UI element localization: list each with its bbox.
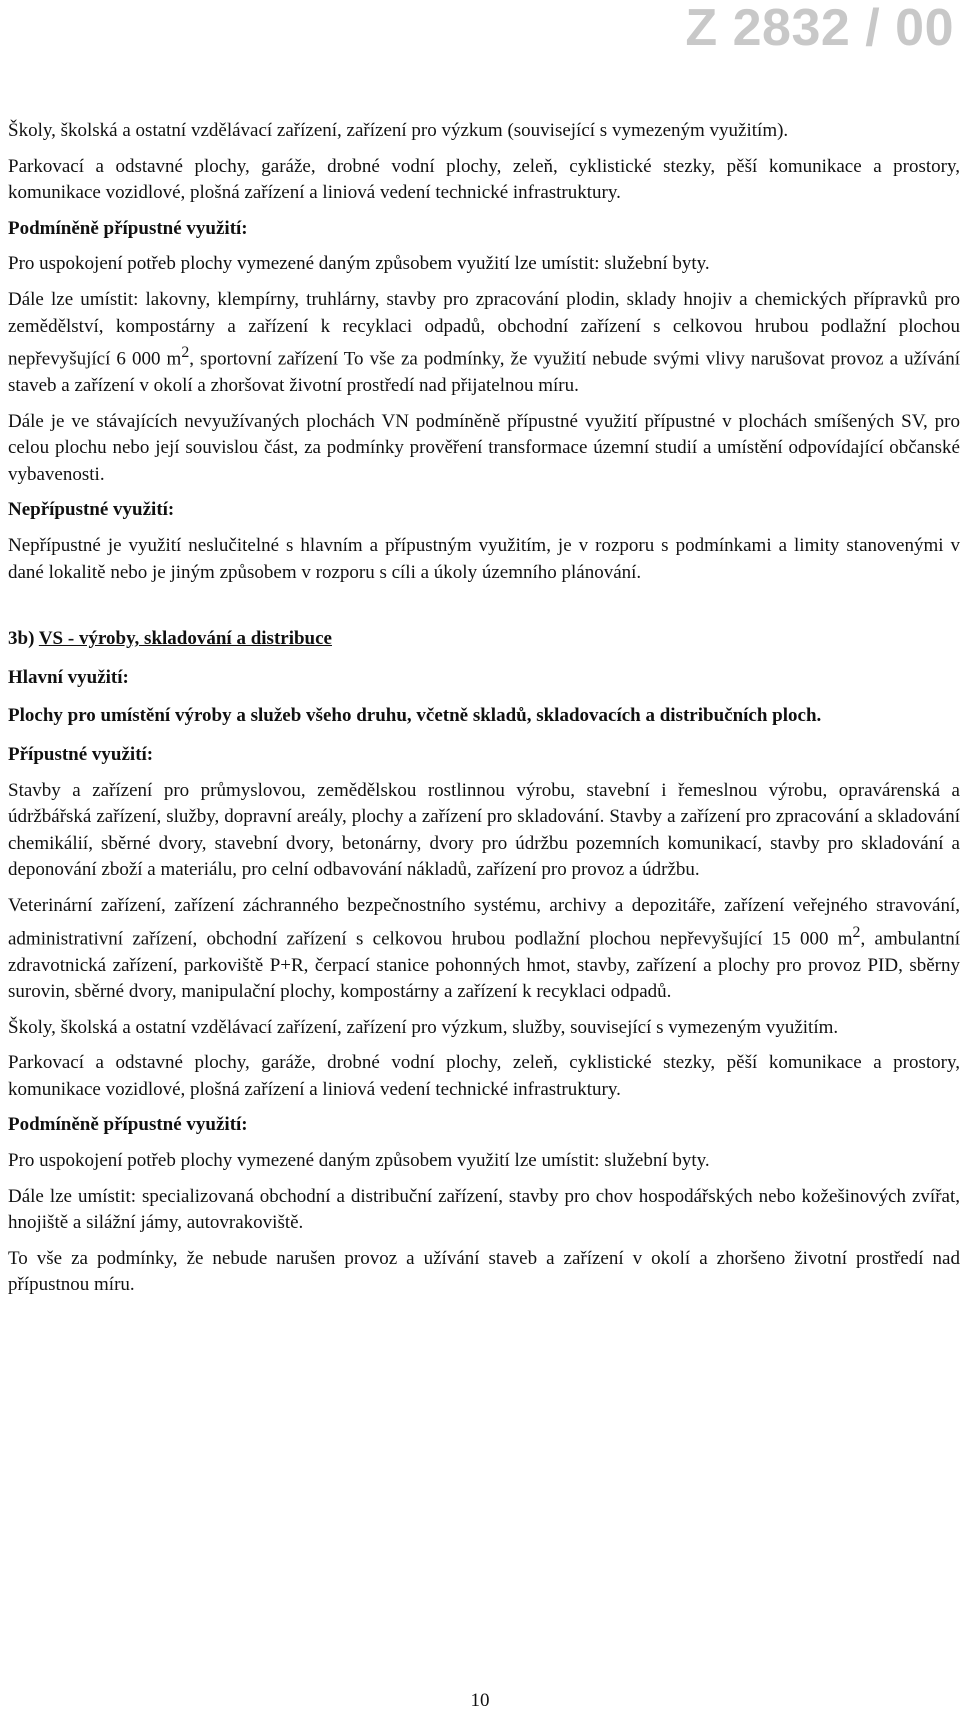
conditional-use-heading: Podmíněně přípustné využití: <box>8 217 248 239</box>
paragraph <box>8 287 960 400</box>
document-id: Z 2832 / 00 <box>685 0 954 57</box>
paragraph: Stavby a zařízení pro průmyslovou, zemědělskou rostlinnou výrobu, stavební i řemeslnou výrobu, opravárenská a údržbářská zařízení, služby, dopravní areály, plochy a zařízení pro skladování. Stavby a zařízení pro zpracování a skladování chemikálií, sběrné dvory, stavební dvory, betonárny, dvory pro údržbu pozemních komunikací, stavby pro skladování a deponování zboží a materiálu, pro celní odbavování nákladů, zařízení pro provoz a údržbu. <box>8 779 960 881</box>
paragraph: Dále je ve stávajících nevyužívaných plochách VN podmíněně přípustné využití přípustné v plochách smíšených SV, pro celou plochu nebo její souvislou část, za podmínky prověření transformace územní studií a umístění odpovídající občanské vybavenosti. <box>8 410 960 485</box>
text-run: , ambulantní zdravotnická zařízení, parkoviště P+R, čerpací stanice pohonných hmot, stavby, zařízení a plochy pro provoz PID, sběrny surovin, sběrné dvory, manipulační plochy, kompostárny a zařízení k recyklaci odpadů. <box>8 927 960 1003</box>
paragraph: Parkovací a odstavné plochy, garáže, drobné vodní plochy, zeleň, cyklistické stezky, pěší komunikace a prostory, komunikace vozidlové, plošná zařízení a liniová vedení technické infrastruktury. <box>8 155 960 204</box>
main-use-heading: Hlavní využití: <box>8 666 129 688</box>
paragraph: Školy, školská a ostatní vzdělávací zařízení, zařízení pro výzkum (související s vymezeným využitím). <box>8 120 789 141</box>
paragraph: Parkovací a odstavné plochy, garáže, drobné vodní plochy, zeleň, cyklistické stezky, pěší komunikace a prostory, komunikace vozidlové, plošná zařízení a liniová vedení technické infrastruktury. <box>8 1052 960 1100</box>
section-title <box>8 626 960 653</box>
section-name: VS - výroby, skladování a distribuce <box>38 628 332 650</box>
paragraph: To vše za podmínky, že nebude narušen provoz a užívání staveb a zařízení v okolí a zhoršeno životní prostředí nad přípustnou míru. <box>8 1247 960 1296</box>
prohibited-use-heading: Nepřípustné využití: <box>8 499 175 521</box>
page-number: 10 <box>470 1690 490 1711</box>
text-run: , sportovní zařízení To vše za podmínky, že využití nebude svými vlivy narušovat provoz a užívání staveb a zařízení v okolí a zhoršovat životní prostředí nad přijatelnou míru. <box>8 348 960 397</box>
superscript: 2 <box>852 923 861 941</box>
superscript: 2 <box>181 344 190 362</box>
paragraph: Dále lze umístit: specializovaná obchodní a distribuční zařízení, stavby pro chov hospodářských nebo kožešinových zvířat, hnojiště a silážní jámy, autovrakoviště. <box>8 1185 960 1234</box>
permitted-use-heading: Přípustné využití: <box>8 744 154 766</box>
paragraph: Pro uspokojení potřeb plochy vymezené daným způsobem využití lze umístit: služební byty. <box>8 1150 710 1172</box>
conditional-use-heading: Podmíněně přípustné využití: <box>8 1114 248 1136</box>
paragraph: Školy, školská a ostatní vzdělávací zařízení, zařízení pro výzkum, služby, související s vymezeným využitím. <box>8 1016 839 1038</box>
paragraph: Nepřípustné je využití neslučitelné s hlavním a přípustným využitím, je v rozporu s podmínkami a limity stanovenými v dané lokalitě nebo je jiným způsobem v rozporu s cíli a úkoly územního plánování. <box>8 535 960 583</box>
main-use-text: Plochy pro umístění výroby a služeb všeho druhu, včetně skladů, skladovacích a distribučních ploch. <box>8 705 822 727</box>
section-number: 3b) <box>8 628 35 650</box>
paragraph <box>8 893 960 1006</box>
text-run: Dále lze umístit: lakovny, klempírny, truhlárny, stavby pro zpracování plodin, sklady hnojiv a chemických přípravků pro zemědělství, kompostárny a zařízení k recyklaci odpadů, obchodní zařízení s celkovou hrubou podlažní plochou nepřevyšující 6 000 m <box>8 288 960 370</box>
paragraph: Pro uspokojení potřeb plochy vymezené daným způsobem využití lze umístit: služební byty. <box>8 253 710 275</box>
text-run: Veterinární zařízení, zařízení záchranného bezpečnostního systému, archivy a depozitáře, zařízení veřejného stravování, administrativní zařízení, obchodní zařízení s celkovou hrubou podlažní plochou nepřevyšující 15 000 m <box>8 894 960 949</box>
document-body <box>8 118 960 1299</box>
